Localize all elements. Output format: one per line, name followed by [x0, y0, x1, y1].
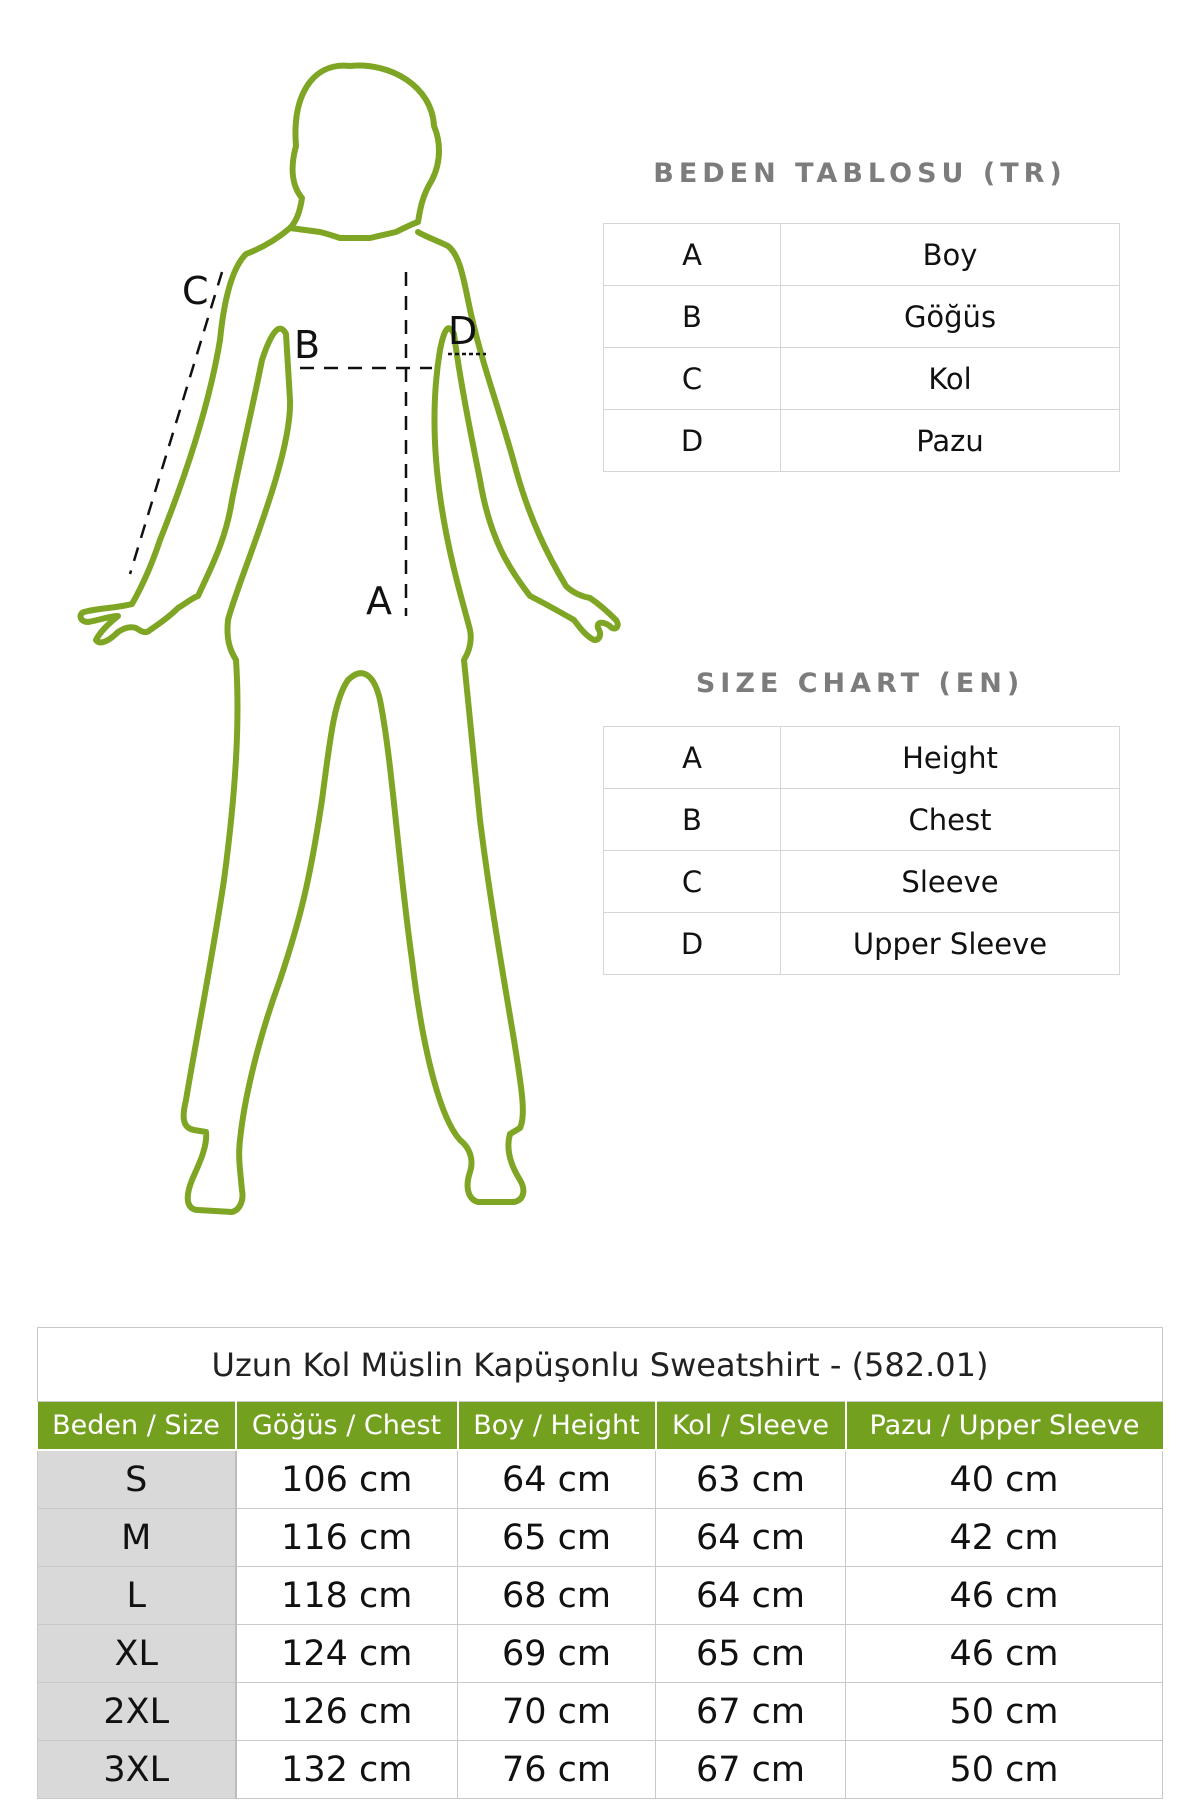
legend-code: C: [604, 851, 781, 913]
height-cell: 68 cm: [458, 1567, 656, 1625]
upper-sleeve-cell: 50 cm: [846, 1741, 1163, 1799]
table-row: [38, 1509, 1163, 1567]
head-outline: [290, 66, 439, 238]
legend-table-tr: [603, 223, 1120, 472]
legend-table-en: [603, 726, 1120, 975]
legend-row: [604, 410, 1120, 472]
sleeve-cell: 64 cm: [656, 1509, 846, 1567]
label-c: C: [182, 269, 209, 313]
guide-line-c: [130, 272, 222, 574]
column-header-upper-sleeve: Pazu / Upper Sleeve: [846, 1402, 1163, 1451]
label-b: B: [294, 323, 321, 367]
upper-sleeve-cell: 42 cm: [846, 1509, 1163, 1567]
label-a: A: [366, 579, 392, 623]
upper-sleeve-cell: 40 cm: [846, 1450, 1163, 1509]
table-caption-row: [38, 1328, 1163, 1402]
legend-row: [604, 348, 1120, 410]
table-caption: Uzun Kol Müslin Kapüşonlu Sweatshirt - (582.01): [38, 1328, 1163, 1402]
sleeve-cell: 67 cm: [656, 1683, 846, 1741]
legend-code: D: [604, 410, 781, 472]
upper-sleeve-cell: 46 cm: [846, 1625, 1163, 1683]
legend-row: [604, 727, 1120, 789]
table-row: [38, 1741, 1163, 1799]
legend-label: Kol: [781, 348, 1120, 410]
chest-cell: 132 cm: [236, 1741, 458, 1799]
height-cell: 76 cm: [458, 1741, 656, 1799]
table-row: [38, 1450, 1163, 1509]
chest-cell: 106 cm: [236, 1450, 458, 1509]
table-row: [38, 1683, 1163, 1741]
size-cell: M: [38, 1509, 236, 1567]
column-header-sleeve: Kol / Sleeve: [656, 1402, 846, 1451]
chest-cell: 126 cm: [236, 1683, 458, 1741]
sleeve-cell: 64 cm: [656, 1567, 846, 1625]
legend-row: [604, 789, 1120, 851]
legend-row: [604, 286, 1120, 348]
legend-code: B: [604, 789, 781, 851]
legend-label: Sleeve: [781, 851, 1120, 913]
legend-title-en: SIZE CHART (EN): [695, 668, 1025, 699]
legend-code: B: [604, 286, 781, 348]
legend-code: A: [604, 727, 781, 789]
legend-row: [604, 913, 1120, 975]
legend-code: C: [604, 348, 781, 410]
legend-label: Upper Sleeve: [781, 913, 1120, 975]
column-header-size: Beden / Size: [38, 1402, 236, 1451]
legend-title-tr: BEDEN TABLOSU (TR): [653, 158, 1067, 189]
height-cell: 69 cm: [458, 1625, 656, 1683]
legend-code: A: [604, 224, 781, 286]
height-cell: 65 cm: [458, 1509, 656, 1567]
legend-label: Göğüs: [781, 286, 1120, 348]
upper-sleeve-cell: 46 cm: [846, 1567, 1163, 1625]
height-cell: 64 cm: [458, 1450, 656, 1509]
size-cell: L: [38, 1567, 236, 1625]
size-cell: S: [38, 1450, 236, 1509]
size-cell: XL: [38, 1625, 236, 1683]
legend-row: [604, 224, 1120, 286]
chest-cell: 116 cm: [236, 1509, 458, 1567]
body-silhouette-figure: [0, 0, 640, 1220]
body-outline: [81, 228, 618, 1212]
legend-code: D: [604, 913, 781, 975]
size-cell: 3XL: [38, 1741, 236, 1799]
column-header-height: Boy / Height: [458, 1402, 656, 1451]
chest-cell: 118 cm: [236, 1567, 458, 1625]
chest-cell: 124 cm: [236, 1625, 458, 1683]
legend-label: Boy: [781, 224, 1120, 286]
column-header-chest: Göğüs / Chest: [236, 1402, 458, 1451]
legend-label: Pazu: [781, 410, 1120, 472]
sleeve-cell: 65 cm: [656, 1625, 846, 1683]
upper-sleeve-cell: 50 cm: [846, 1683, 1163, 1741]
sleeve-cell: 63 cm: [656, 1450, 846, 1509]
legend-label: Height: [781, 727, 1120, 789]
table-header-row: [38, 1402, 1163, 1451]
label-d: D: [448, 309, 478, 353]
height-cell: 70 cm: [458, 1683, 656, 1741]
sleeve-cell: 67 cm: [656, 1741, 846, 1799]
legend-row: [604, 851, 1120, 913]
legend-label: Chest: [781, 789, 1120, 851]
size-measurement-table: [37, 1327, 1163, 1799]
table-row: [38, 1625, 1163, 1683]
size-cell: 2XL: [38, 1683, 236, 1741]
table-row: [38, 1567, 1163, 1625]
